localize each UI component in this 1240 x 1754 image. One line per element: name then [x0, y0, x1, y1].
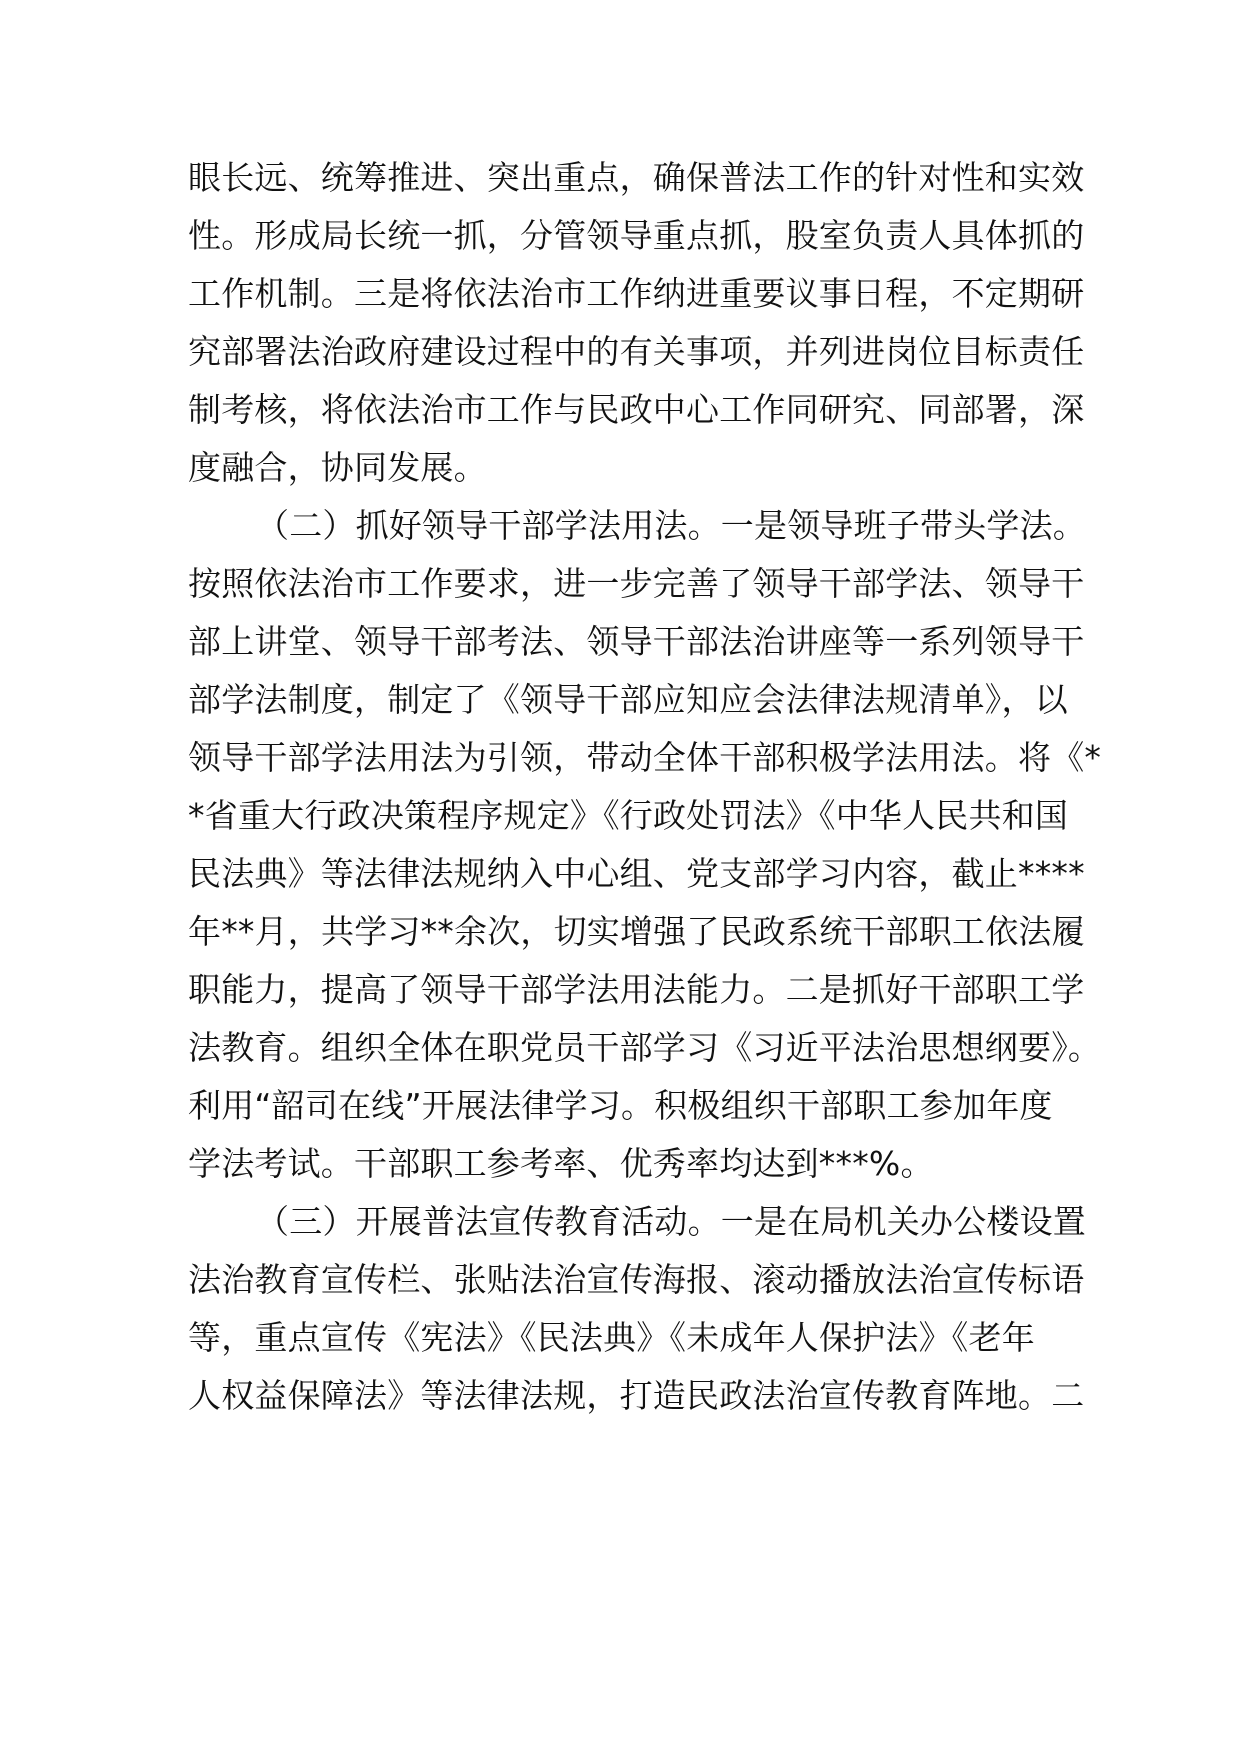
body-text-line: 究部署法治政府建设过程中的有关事项，并列进岗位目标责任: [188, 332, 1085, 371]
body-text-line: 部上讲堂、领导干部考法、领导干部法治讲座等一系列领导干: [188, 622, 1085, 661]
body-text-line: 等，重点宣传《宪法》《民法典》《未成年人保护法》《老年: [188, 1318, 1035, 1357]
body-text-line: 度融合，协同发展。: [188, 448, 487, 487]
body-text-line: 性。形成局长统一抓，分管领导重点抓，股室负责人具体抓的: [188, 216, 1085, 255]
body-text-line: 学法考试。干部职工参考率、优秀率均达到***%。: [188, 1144, 934, 1183]
body-text-line: 人权益保障法》等法律法规，打造民政法治宣传教育阵地。二: [188, 1376, 1085, 1415]
body-text-line: 制考核，将依法治市工作与民政中心工作同研究、同部署，深: [188, 390, 1085, 429]
body-text-line: 眼长远、统筹推进、突出重点，确保普法工作的针对性和实效: [188, 158, 1085, 197]
body-text-line: 利用“韶司在线”开展法律学习。积极组织干部职工参加年度: [188, 1086, 1053, 1125]
section-heading-line: （三）开展普法宣传教育活动。一是在局机关办公楼设置: [256, 1202, 1086, 1241]
body-text-line: 部学法制度，制定了《领导干部应知应会法律法规清单》，以: [188, 680, 1068, 719]
body-text-line: 年**月，共学习**余次，切实增强了民政系统干部职工依法履: [188, 912, 1085, 951]
body-text-line: 法治教育宣传栏、张贴法治宣传海报、滚动播放法治宣传标语: [188, 1260, 1085, 1299]
section-heading-line: （二）抓好领导干部学法用法。一是领导班子带头学法。: [256, 506, 1086, 545]
body-text-line: 职能力，提高了领导干部学法用法能力。二是抓好干部职工学: [188, 970, 1085, 1009]
body-text-line: 民法典》等法律法规纳入中心组、党支部学习内容，截止****: [188, 854, 1085, 893]
body-text-line: 工作机制。三是将依法治市工作纳进重要议事日程，不定期研: [188, 274, 1085, 313]
body-text-line: 按照依法治市工作要求，进一步完善了领导干部学法、领导干: [188, 564, 1085, 603]
body-text-line: *省重大行政决策程序规定》《行政处罚法》《中华人民共和国: [188, 796, 1069, 835]
body-text-line: 法教育。组织全体在职党员干部学习《习近平法治思想纲要》。: [188, 1028, 1102, 1067]
body-text-line: 领导干部学法用法为引领，带动全体干部积极学法用法。将《*: [188, 738, 1102, 777]
